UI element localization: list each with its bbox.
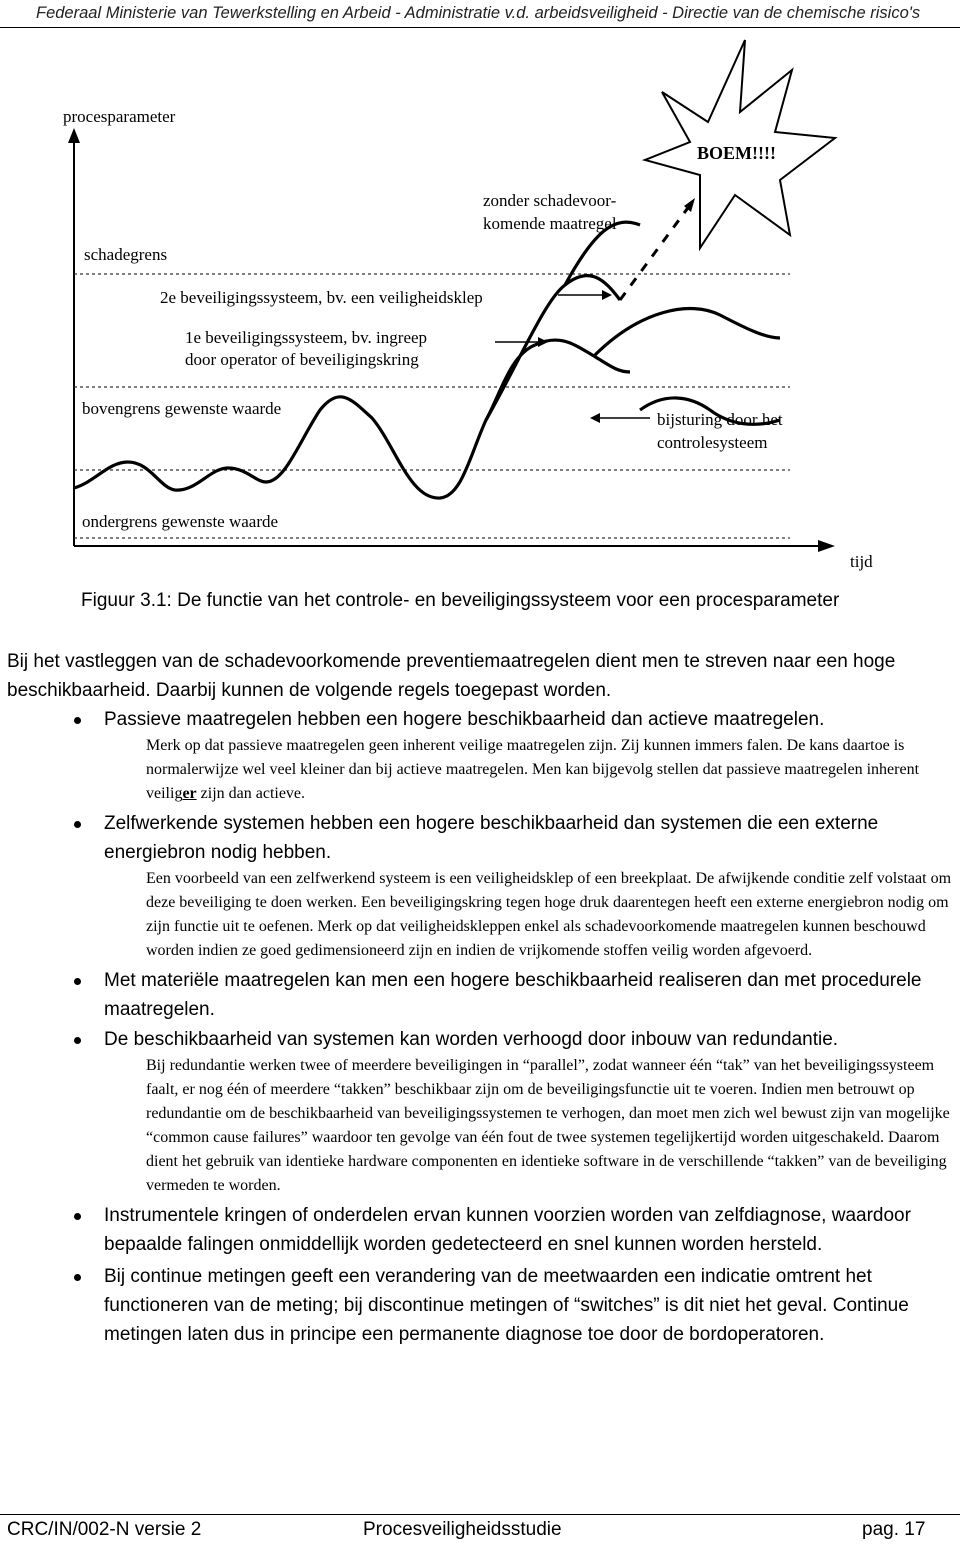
first-safety-line-1: 1e beveiligingssysteem, bv. ingreep xyxy=(185,328,428,347)
lower-limit-label: ondergrens gewenste waarde xyxy=(82,512,279,531)
escalation-dashed xyxy=(620,205,690,300)
curve-branch-first xyxy=(486,276,620,420)
header-text: Federaal Ministerie van Tewerkstelling en Arbeid - Administratie v.d. arbeidsveiligheid - Directie van de chemische risico's xyxy=(36,4,921,22)
y-axis-arrowhead xyxy=(68,128,80,143)
body-text xyxy=(7,647,957,1349)
footer-rule xyxy=(0,1514,960,1515)
note-text-end: zijn dan actieve. xyxy=(196,785,306,802)
x-axis-label: tijd xyxy=(850,552,873,571)
bullet-continuous xyxy=(7,1262,957,1349)
control-adjust-line-2: controlesysteem xyxy=(657,433,768,452)
figure-process-parameter xyxy=(0,28,960,623)
bullet-dot xyxy=(74,821,81,828)
without-measure-line-1: zonder schadevoor- xyxy=(483,191,617,210)
bullet-text: Zelfwerkende systemen hebben een hogere beschikbaarheid dan systemen die een externe energiebron nodig hebben. xyxy=(104,813,879,863)
bullet-dot xyxy=(74,717,81,724)
second-safety-label: 2e beveiligingssysteem, bv. een veiligheidsklep xyxy=(160,288,483,307)
curve-branch-upper xyxy=(594,309,780,356)
bullet-dot xyxy=(74,1037,81,1044)
footer-title: Procesveiligheidsstudie xyxy=(363,1519,562,1540)
footer-document-id: CRC/IN/002-N versie 2 xyxy=(7,1519,202,1540)
bullet-note-redundancy: Bij redundantie werken twee of meerdere beveiligingen in “parallel”, zodat wanneer één “tak” van het beveiligingssysteem faalt, er nog één of meerdere “takken” beschikbaar zijn om de beveiligingsfunctie uit te voeren. Indien men betrouwt op redundantie om de beschikbaarheid van beveiligingssystemen te verhogen, dan moet men zich wel bewust zijn van mogelijke “common cause failures” waardoor ten gevolge van één fout de twee systemen tegelijkertijd worden uitgeschakeld. Daarom dient het gebruik van identieke hardware componenten en identieke software in de verschillende “takken” van de beveiliging vermeden te worden. xyxy=(146,1057,950,1194)
intro-paragraph: Bij het vastleggen van de schadevoorkomende preventiemaatregelen dient men te streven naar een hoge beschikbaarheid. Daarbij kunnen de volgende regels toegepast worden. xyxy=(7,651,896,701)
note-emphasis: er xyxy=(182,785,197,802)
bullet-note-self-acting: Een voorbeeld van een zelfwerkend systeem is een veiligheidsklep of een breekplaat. De afwijkende conditie zelf volstaat om deze beveiliging te doen werken. Een beveiligingskring tegen hoge druk daarentegen heeft een externe energiebron nodig om zijn functie uit te oefenen. Merk op dat veiligheidskleppen enkel als schadevoorkomende maatregelen kunnen beschouwd worden indien ze goed gedimensioneerd zijn en indien de vrijkomende stoffen veilig worden afgevoerd. xyxy=(146,870,952,959)
note-text: Merk op dat passieve maatregelen geen inherent veilige maatregelen zijn. Zij kunnen immers falen. De kans daartoe is normalerwijze wel veel kleiner dan bij actieve maatregelen. Men kan bijgevolg stellen dat passieve maatregelen inherent veilig xyxy=(146,737,920,802)
boom-label: BOEM!!!! xyxy=(697,143,776,163)
bullet-text: Bij continue metingen geeft een verandering van de meetwaarden een indicatie omtrent het functioneren van de meting; bij discontinue metingen of “switches” is dit niet het geval. Continue metingen laten dus in principe een permanente diagnose toe door de bordoperatoren. xyxy=(104,1266,909,1345)
control-adjust-line-1: bijsturing door het xyxy=(657,410,783,429)
bullet-redundancy xyxy=(7,1025,957,1054)
bullet-self-acting xyxy=(7,809,957,867)
bullet-text: Met materiële maatregelen kan men een hogere beschikbaarheid realiseren dan met procedurele maatregelen. xyxy=(104,970,922,1020)
bullet-dot xyxy=(74,978,81,985)
damage-limit-label: schadegrens xyxy=(84,245,168,264)
bullet-dot xyxy=(74,1274,81,1281)
curve-branch-control xyxy=(535,340,630,372)
bullet-passive xyxy=(7,705,957,734)
bullet-note-passive xyxy=(7,734,957,806)
bullet-text: Instrumentele kringen of onderdelen ervan kunnen voorzien worden van zelfdiagnose, waardoor bepaalde falingen onmiddellijk worden gedetecteerd en snel kunnen worden hersteld. xyxy=(104,1205,911,1255)
y-axis-label: procesparameter xyxy=(63,107,176,126)
bullet-dot xyxy=(74,1213,81,1220)
page-header xyxy=(0,0,960,28)
bullet-text: De beschikbaarheid van systemen kan worden verhoogd door inbouw van redundantie. xyxy=(104,1029,839,1050)
footer-page-number: pag. 17 xyxy=(862,1519,926,1540)
x-axis-arrowhead xyxy=(818,540,835,552)
figure-caption: Figuur 3.1: De functie van het controle- en beveiligingssysteem voor een procesparameter xyxy=(81,590,840,611)
without-measure-line-2: komende maatregel xyxy=(483,214,617,233)
bullet-self-diagnosis xyxy=(7,1201,957,1259)
upper-limit-label: bovengrens gewenste waarde xyxy=(82,399,282,418)
bullet-text: Passieve maatregelen hebben een hogere beschikbaarheid dan actieve maatregelen. xyxy=(104,709,825,730)
bullet-material xyxy=(7,966,957,1024)
first-safety-line-2: door operator of beveiligingskring xyxy=(185,350,419,369)
